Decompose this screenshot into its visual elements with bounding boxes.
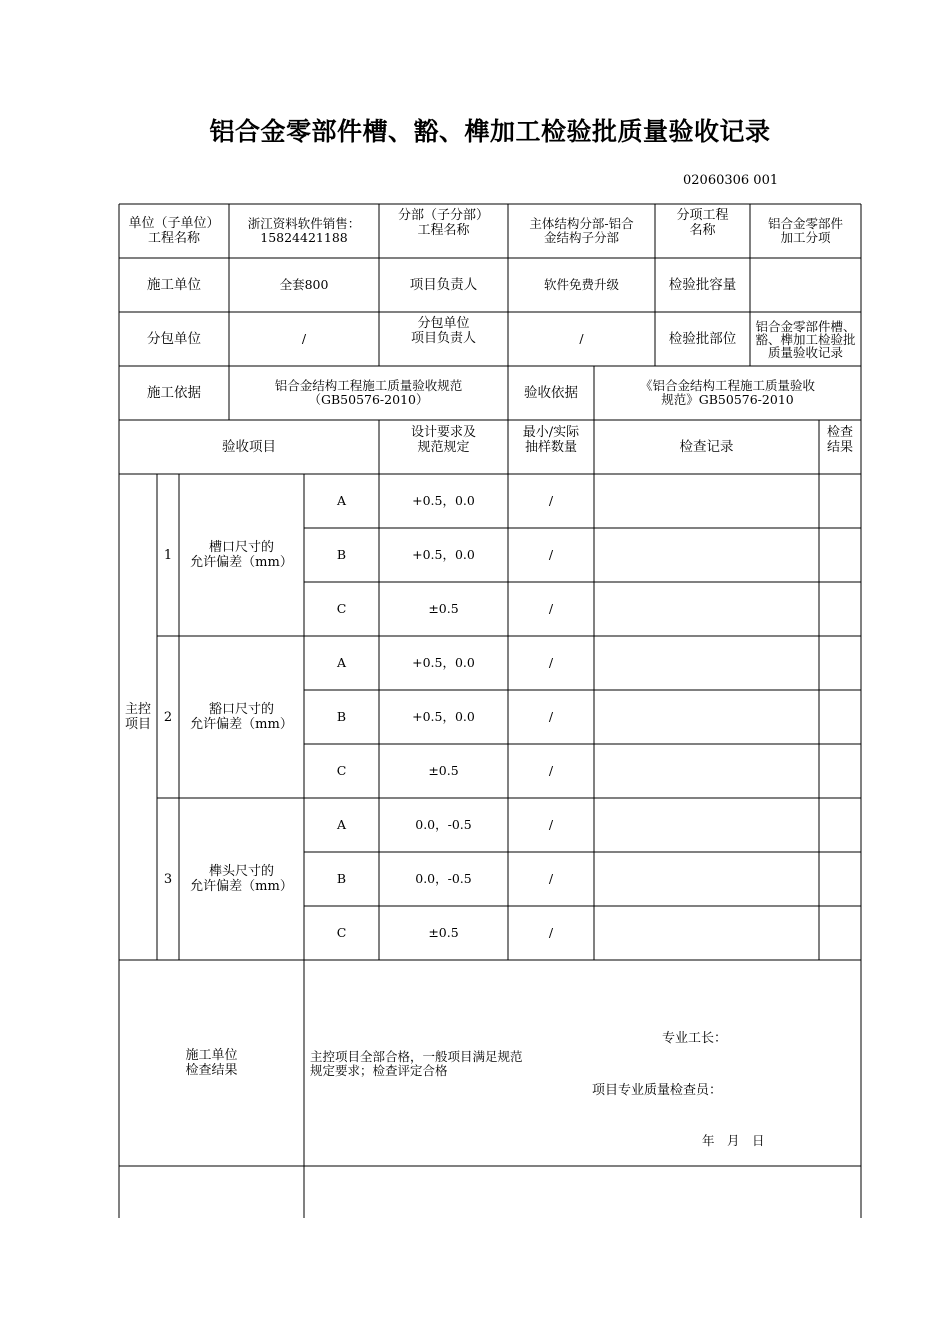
row-sub: C <box>336 763 347 778</box>
col-sample: 最小/实际 抽样数量 <box>522 425 580 455</box>
form-code: 02060306 001 <box>683 173 779 188</box>
row-sub: C <box>336 601 347 616</box>
row-sample: / <box>548 817 554 832</box>
row-design: +0.5，0.0 <box>412 655 475 670</box>
row-sub: A <box>336 817 347 832</box>
inspector-label: 项目专业质量检查员： <box>592 1082 723 1098</box>
sub-project-value: 主体结构分部-铝合 金结构子分部 <box>529 216 634 245</box>
col-item: 验收项目 <box>222 439 276 455</box>
pm-label: 项目负责人 <box>409 277 478 293</box>
col-design: 设计要求及 规范规定 <box>410 425 476 455</box>
location-value: 铝合金零部件槽、豁、榫加工检验批质量验收记录 <box>755 318 856 360</box>
unit-value: 浙江资料软件销售： 15824421188 <box>247 216 361 245</box>
inspection-conclusion: 主控项目全部合格，一般项目满足规范 规定要求；检查评定合格 <box>310 1049 523 1078</box>
row-design: +0.5，0.0 <box>412 709 475 724</box>
item-project-label: 分项工程 名称 <box>676 208 729 238</box>
location-label: 检验批部位 <box>668 331 737 347</box>
row-sub: B <box>336 547 347 562</box>
row-design: ±0.5 <box>428 601 459 616</box>
row-design: 0.0，-0.5 <box>415 817 472 832</box>
basis-value: 铝合金结构工程施工质量验收规范 （GB50576-2010） <box>274 378 463 407</box>
basis-label: 施工依据 <box>147 385 201 401</box>
row-sample: / <box>548 547 554 562</box>
row-design: ±0.5 <box>428 763 459 778</box>
row-sample: / <box>548 601 554 616</box>
row-design: +0.5，0.0 <box>412 493 475 508</box>
subcontractor-value: / <box>301 331 307 346</box>
foreman-label: 专业工长： <box>662 1030 728 1046</box>
group-number: 2 <box>163 709 173 725</box>
row-sub: C <box>336 925 347 940</box>
sub-pm-value: / <box>579 331 584 346</box>
main-control-label: 主控 项目 <box>124 702 151 732</box>
group-name: 槽口尺寸的 允许偏差（mm） <box>190 540 293 570</box>
builder-label: 施工单位 <box>147 277 201 293</box>
sub-project-label: 分部（子分部） 工程名称 <box>397 208 489 238</box>
row-sub: A <box>336 493 347 508</box>
row-sample: / <box>548 763 554 778</box>
row-sub: B <box>336 709 347 724</box>
row-sample: / <box>548 709 554 724</box>
page-title: 铝合金零部件槽、豁、榫加工检验批质量验收记录 <box>209 117 771 146</box>
row-design: ±0.5 <box>428 925 459 940</box>
row-sample: / <box>548 925 554 940</box>
acceptance-basis-value: 《铝合金结构工程施工质量验收 规范》GB50576-2010 <box>639 378 815 407</box>
row-sample: / <box>548 655 554 670</box>
row-sub: A <box>336 655 347 670</box>
row-design: +0.5，0.0 <box>412 547 475 562</box>
unit-label: 单位（子单位） 工程名称 <box>128 216 220 246</box>
capacity-label: 检验批容量 <box>668 277 737 293</box>
group-name: 榫头尺寸的 允许偏差（mm） <box>190 864 293 894</box>
row-sub: B <box>336 871 347 886</box>
subcontractor-label: 分包单位 <box>147 331 201 347</box>
sub-pm-label: 分包单位 项目负责人 <box>410 316 476 346</box>
group-number: 1 <box>163 547 173 563</box>
pm-value: 软件免费升级 <box>543 277 619 292</box>
group-name: 豁口尺寸的 允许偏差（mm） <box>190 702 293 732</box>
col-result: 检查 结果 <box>826 425 853 455</box>
group-number: 3 <box>163 871 173 887</box>
builder-value: 全套800 <box>279 277 329 292</box>
acceptance-basis-label: 验收依据 <box>524 385 578 401</box>
row-design: 0.0，-0.5 <box>415 871 472 886</box>
inspection-label: 施工单位 检查结果 <box>185 1048 238 1078</box>
inspection-date: 年 月 日 <box>702 1133 765 1148</box>
item-project-value: 铝合金零部件 加工分项 <box>767 216 843 245</box>
row-sample: / <box>548 871 554 886</box>
col-record: 检查记录 <box>679 439 734 455</box>
row-sample: / <box>548 493 554 508</box>
capacity-value <box>750 258 861 312</box>
